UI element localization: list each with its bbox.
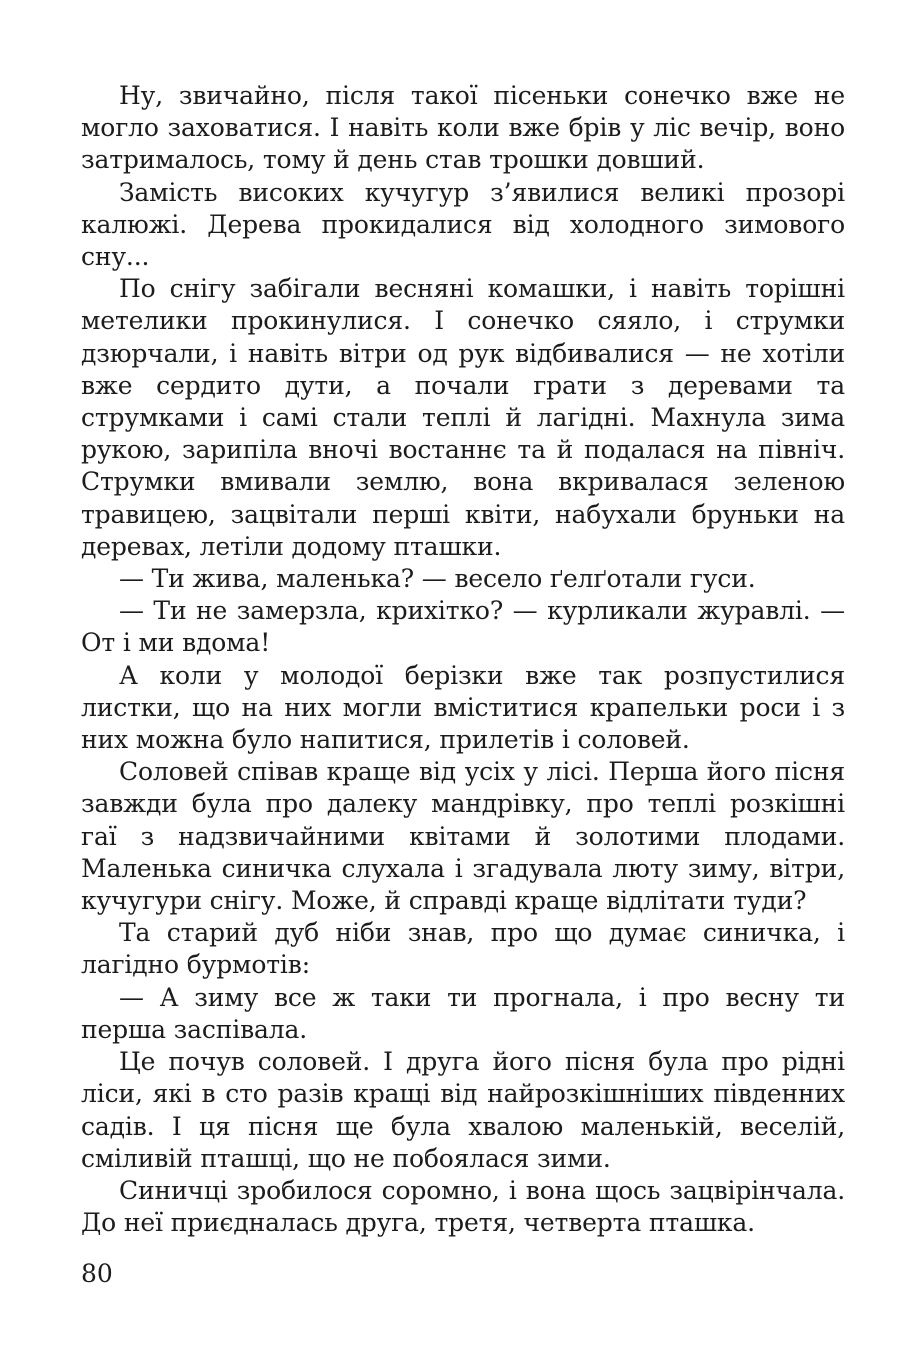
page-text	[81, 80, 845, 1239]
paragraph: По снігу забігали весняні комашки, і навіть торішні метелики прокинулися. І сонечко сяяло, і струмки дзюрчали, і навіть вітри од рук відбивалися — не хотіли вже сердито дути, а почали грати з деревами та струмками і самі стали теплі й лагідні. Махнула зима рукою, зарипіла вночі востаннє та й подалася на північ. Струмки вмивали землю, вона вкривалася зеленою травицею, зацвітали перші квіти, набухали бруньки на деревах, летіли додому пташки.	[81, 274, 845, 561]
paragraph: Синичці зробилося соромно, і вона щось зацвірінчала. До неї приєдналась друга, третя, четверта пташка.	[81, 1175, 845, 1238]
paragraph: Замість високих кучугур з’явилися великі прозорі калюжі. Дерева прокидалися від холодного зимового сну...	[81, 177, 845, 272]
paragraph: Соловей співав краще від усіх у лісі. Перша його пісня завжди була про далеку мандрівку, про теплі розкішні гаї з надзвичайними квітами й золотими плодами. Маленька синичка слухала і згадувала люту зиму, вітри, кучугури снігу. Може, й справді краще відлітати туди?	[81, 757, 845, 916]
dialogue-line: — Ти не замерзла, крихітко? — курликали журавлі. — От і ми вдома!	[81, 596, 845, 658]
page-number: 80	[81, 1259, 113, 1288]
paragraph: Та старий дуб ніби знав, про що думає синичка, і лагідно бурмотів:	[81, 918, 845, 980]
paragraph: А коли у молодої берізки вже так розпустилися листки, що на них могли вміститися крапельки роси і з них можна було напитися, прилетів і соловей.	[81, 660, 845, 755]
paragraph: Ну, звичайно, після такої пісеньки сонечко вже не могло заховатися. І навіть коли вже брів у ліс вечір, воно затрималось, тому й день став трошки довший.	[81, 81, 845, 175]
dialogue-line: — А зиму все ж таки ти прогнала, і про весну ти перша заспівала.	[81, 982, 845, 1044]
dialogue-line: — Ти жива, маленька? — весело ґелґотали гуси.	[119, 564, 756, 594]
paragraph: Це почув соловей. І друга його пісня була про рідні ліси, які в сто разів кращі від найрозкішніших південних садів. І ця пісня ще була хвалою маленькій, веселій, сміливій пташці, що не побоялася зими.	[81, 1047, 845, 1173]
